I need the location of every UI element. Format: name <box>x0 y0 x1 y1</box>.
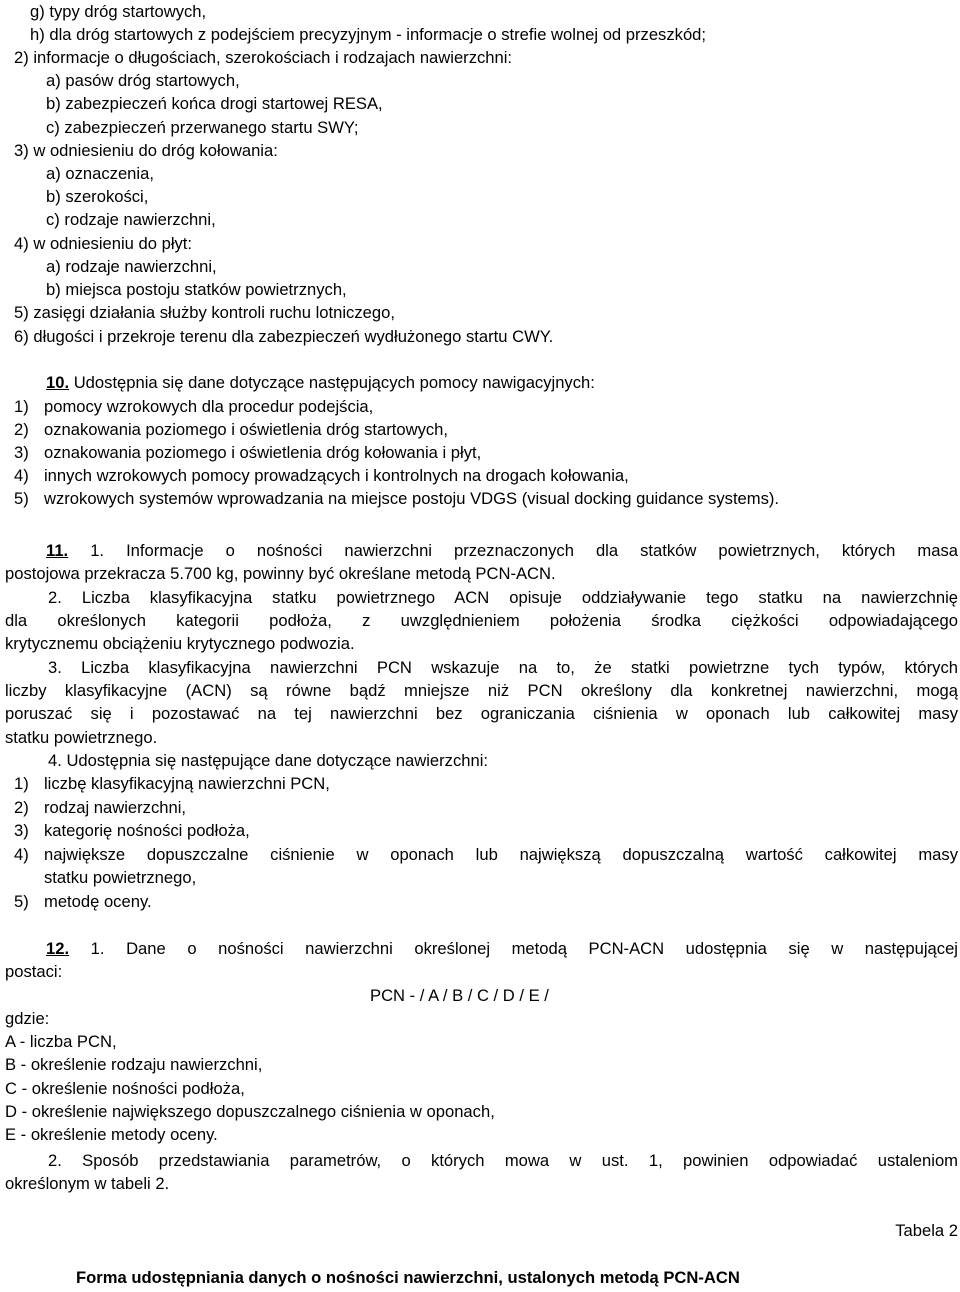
section-10-item: 1) pomocy wzrokowych dla procedur podejścia, <box>14 397 374 416</box>
list-item-3: 3) w odniesieniu do dróg kołowania: <box>14 141 278 160</box>
section-11-p1-line: 11. 1. Informacje o nośności nawierzchni przeznaczonych dla statków powietrznych, których masa <box>46 541 958 560</box>
definition-item: C - określenie nośności podłoża, <box>5 1079 245 1098</box>
list-item-2b: b) zabezpieczeń końca drogi startowej RESA, <box>46 94 383 113</box>
list-item-3a: a) oznaczenia, <box>46 164 154 183</box>
list-item-2a: a) pasów dróg startowych, <box>46 71 240 90</box>
list-item-6: 6) długości i przekroje terenu dla zabezpieczeń wydłużonego startu CWY. <box>14 327 554 346</box>
section-10-item: 2) oznakowania poziomego i oświetlenia dróg startowych, <box>14 420 449 439</box>
list-item-3b: b) szerokości, <box>46 187 149 206</box>
section-12-p1-line: postaci: <box>5 962 63 981</box>
definition-item: B - określenie rodzaju nawierzchni, <box>5 1055 263 1074</box>
definition-item: D - określenie największego dopuszczalnego ciśnienia w oponach, <box>5 1102 495 1121</box>
section-11-p1-line: postojowa przekracza 5.700 kg, powinny być określane metodą PCN-ACN. <box>5 564 556 583</box>
table-title: Forma udostępniania danych o nośności nawierzchni, ustalonych metodą PCN-ACN <box>76 1268 740 1287</box>
definition-item: A - liczba PCN, <box>5 1032 117 1051</box>
section-11-item: 1) liczbę klasyfikacyjną nawierzchni PCN, <box>14 774 330 793</box>
list-item-4a: a) rodzaje nawierzchni, <box>46 257 217 276</box>
section-11-p2-line: dla określonych kategorii podłoża, z uwzględnieniem położenia środka ciężkości odpowiadającego <box>5 611 958 630</box>
where-label: gdzie: <box>5 1009 50 1028</box>
section-11-p3-line: 3. Liczba klasyfikacyjna nawierzchni PCN wskazuje na to, że statki powietrzne tych typów, których <box>48 658 958 677</box>
section-11-p2-line: 2. Liczba klasyfikacyjna statku powietrznego ACN opisuje oddziaływanie tego statku na nawierzchnię <box>48 588 958 607</box>
pcn-formula: PCN - / A / B / C / D / E / <box>370 986 549 1005</box>
section-11-p3-line: poruszać się i pozostawać na tej nawierzchni bez ograniczania ciśnienia w oponach lub całkowitej masy <box>5 704 958 723</box>
list-item-2c: c) zabezpieczeń przerwanego startu SWY; <box>46 118 359 137</box>
table-label: Tabela 2 <box>895 1221 958 1240</box>
list-item-2: 2) informacje o długościach, szerokościach i rodzajach nawierzchni: <box>14 48 513 67</box>
section-10-intro: 10. Udostępnia się dane dotyczące następujących pomocy nawigacyjnych: <box>46 373 595 392</box>
section-number: 10. <box>46 373 70 392</box>
list-item-g: g) typy dróg startowych, <box>30 2 207 21</box>
list-item-5: 5) zasięgi działania służby kontroli ruchu lotniczego, <box>14 303 395 322</box>
list-item-4: 4) w odniesieniu do płyt: <box>14 234 193 253</box>
list-item-h: h) dla dróg startowych z podejściem precyzyjnym - informacje o strefie wolnej od przeszkód; <box>30 25 707 44</box>
section-10-item: 4) innych wzrokowych pomocy prowadzących i kontrolnych na drogach kołowania, <box>14 466 629 485</box>
section-11-item: 4) największe dopuszczalne ciśnienie w oponach lub największą dopuszczalną wartość całkowitej masy <box>14 845 958 864</box>
section-12-p2-line: 2. Sposób przedstawiania parametrów, o których mowa w ust. 1, powinien odpowiadać ustaleniom <box>48 1151 958 1170</box>
list-item-4b: b) miejsca postoju statków powietrznych, <box>46 280 347 299</box>
section-11-item: 3) kategorię nośności podłoża, <box>14 821 250 840</box>
section-11-item: 5) metodę oceny. <box>14 892 152 911</box>
list-item-3c: c) rodzaje nawierzchni, <box>46 210 216 229</box>
section-11-p2-line: krytycznemu obciążeniu krytycznego podwozia. <box>5 634 355 653</box>
section-11-item: 2) rodzaj nawierzchni, <box>14 798 187 817</box>
section-10-item: 3) oznakowania poziomego i oświetlenia dróg kołowania i płyt, <box>14 443 482 462</box>
section-number: 11. <box>46 541 69 560</box>
section-11-p4-intro: 4. Udostępnia się następujące dane dotyczące nawierzchni: <box>48 751 489 770</box>
section-10-item: 5) wzrokowych systemów wprowadzania na miejsce postoju VDGS (visual docking guidance systems). <box>14 489 780 508</box>
section-11-p3-line: statku powietrznego. <box>5 728 158 747</box>
section-11-item-cont: statku powietrznego, <box>44 868 197 887</box>
section-number: 12. <box>46 939 70 958</box>
section-11-p3-line: liczby klasyfikacyjne (ACN) są równe bądź mniejsze niż PCN określony dla konkretnej nawierzchni, mogą <box>5 681 958 700</box>
definition-item: E - określenie metody oceny. <box>5 1125 218 1144</box>
section-12-p1-line: 12. 1. Dane o nośności nawierzchni określonej metodą PCN-ACN udostępnia się w następującej <box>46 939 958 958</box>
section-12-p2-line: określonym w tabeli 2. <box>5 1174 170 1193</box>
